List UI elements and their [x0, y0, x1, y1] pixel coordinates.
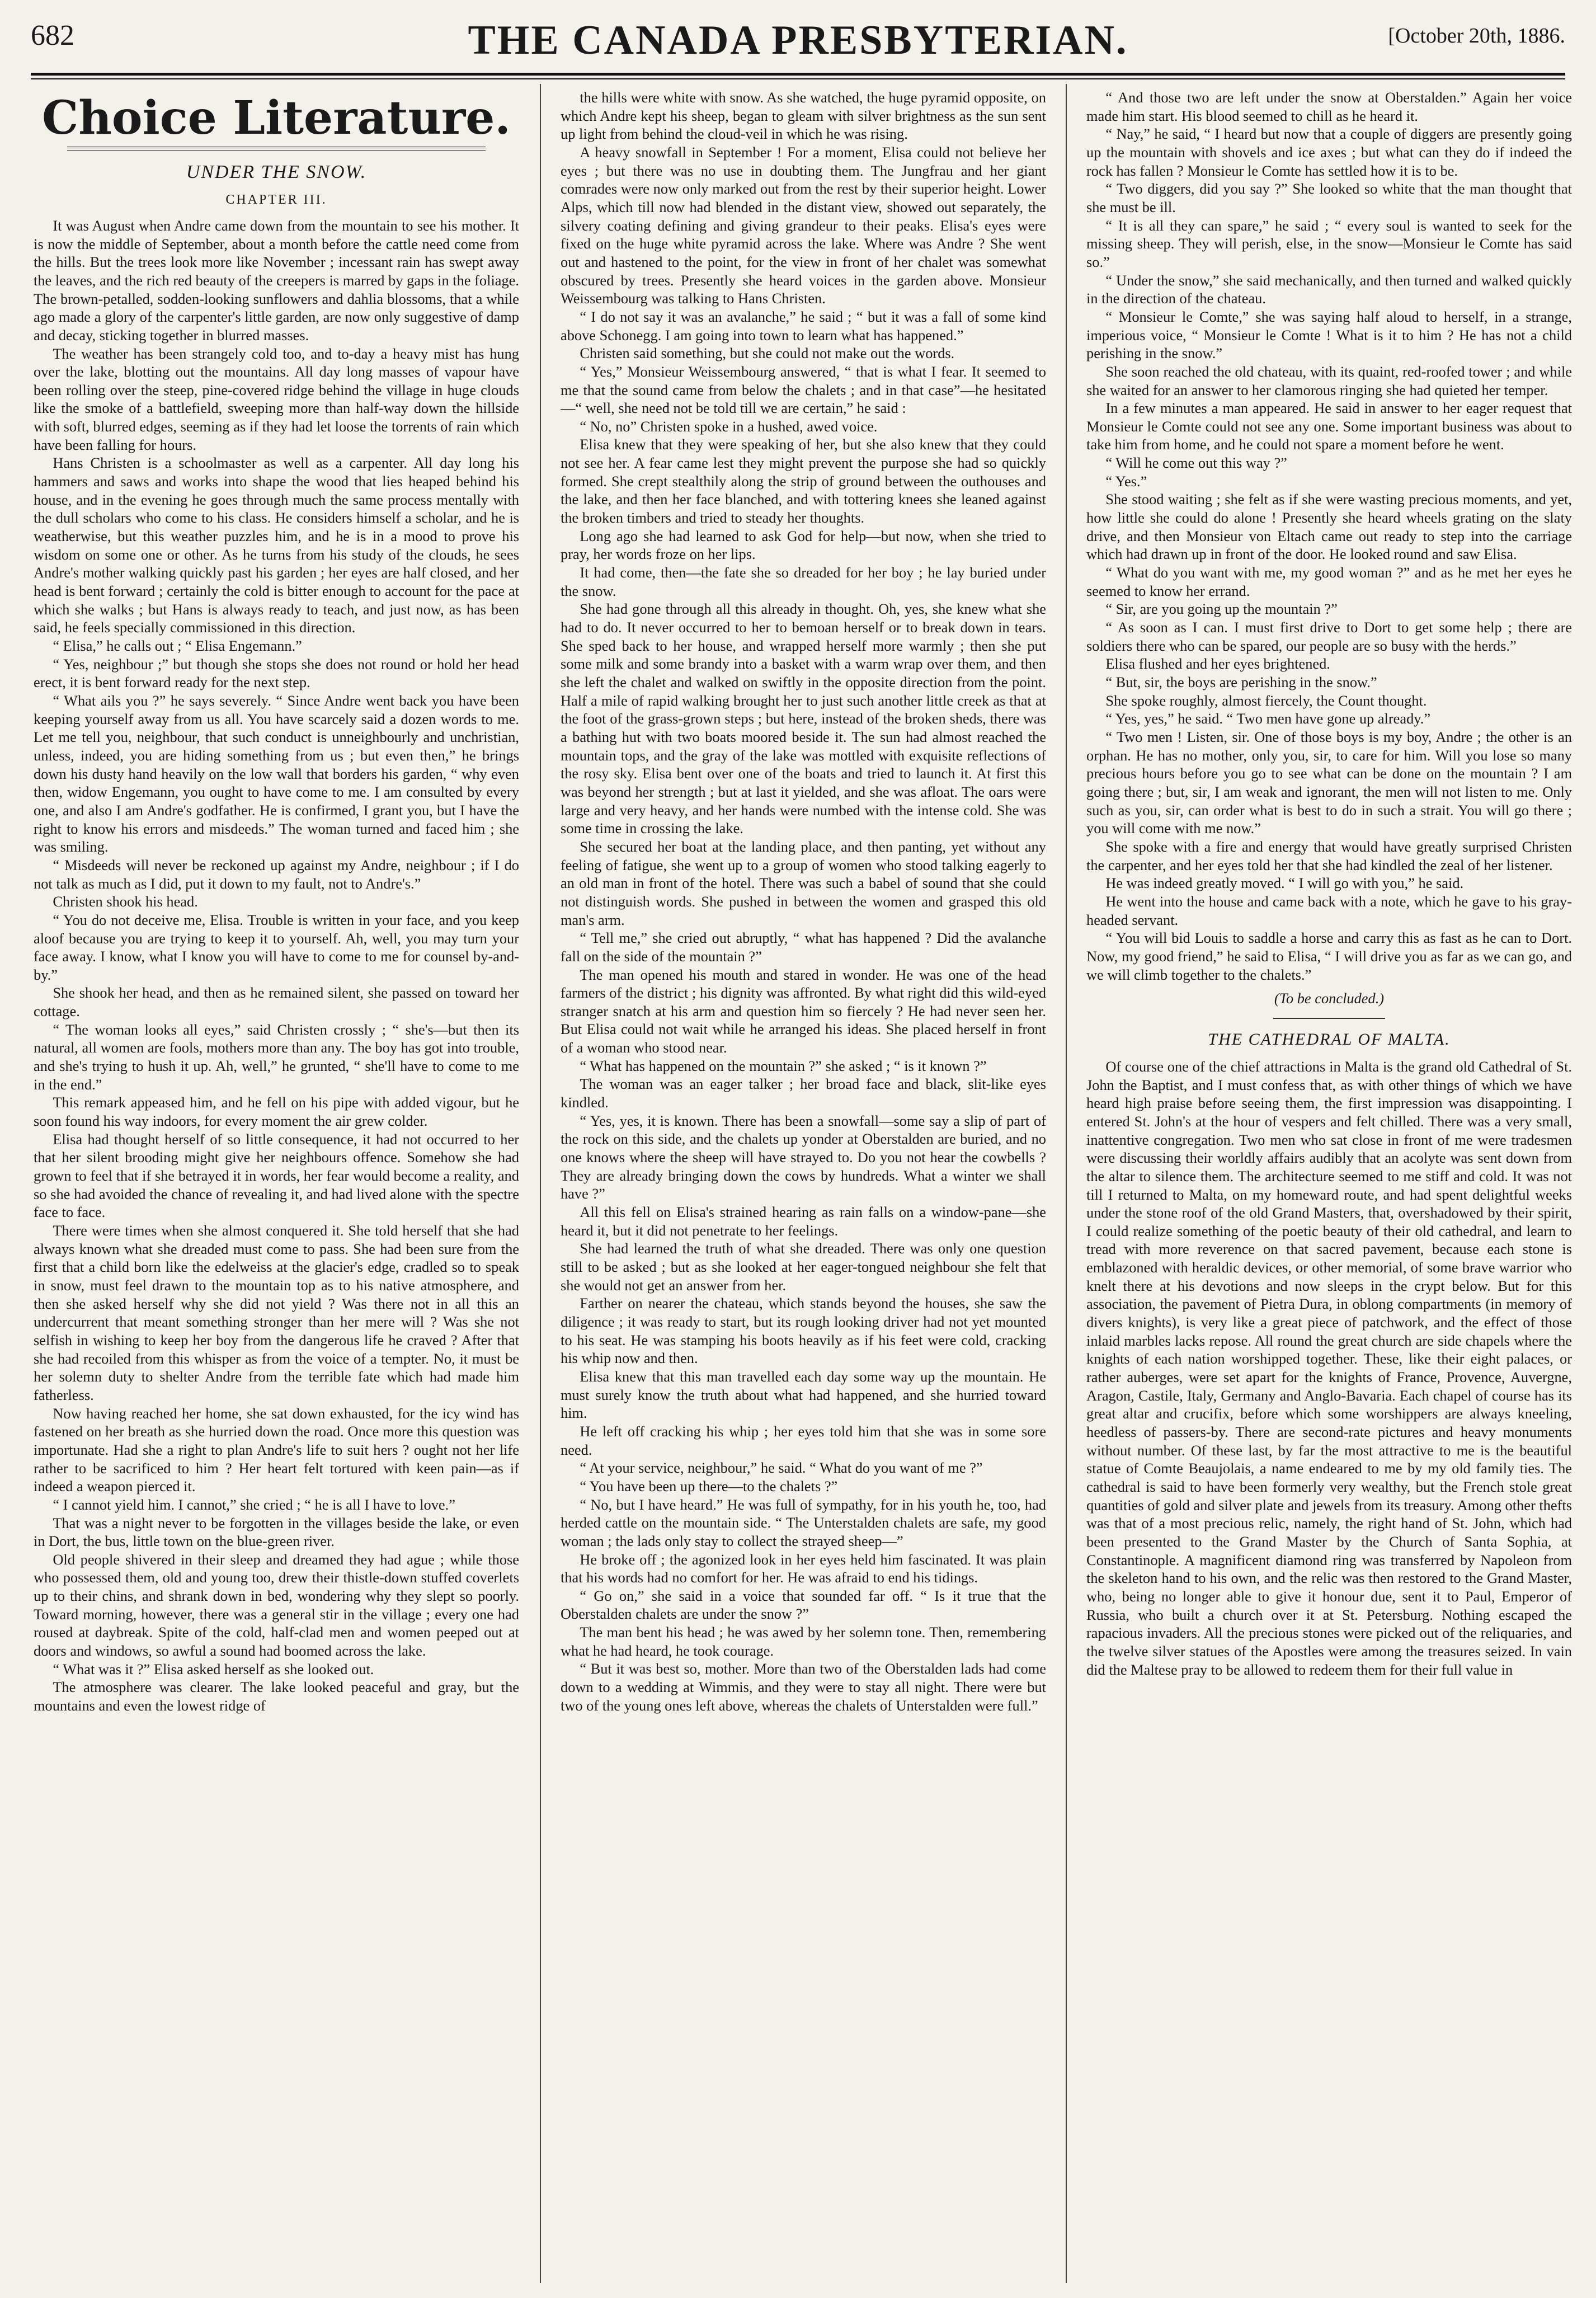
paragraph: She had learned the truth of what she dreaded. There was only one question still to be asked ; but as she looked at her eager-tongued neighbour she felt that she would not get an answer from her.	[561, 1240, 1046, 1294]
section-heading: Choice Literature.	[42, 91, 511, 145]
paragraph: “ At your service, neighbour,” he said. “ What do you want of me ?”	[580, 1459, 983, 1477]
paragraph: Now having reached her home, she sat down exhausted, for the icy wind has fastened on her breath as she hurried down the road. Once more this question was importunate. Had she a right to plan Andre's life to suit hers ? ought not her life rather to be sacrificed to him ? Her heart felt tortured with keen pain—as if indeed a weapon pierced it.	[34, 1404, 519, 1495]
paragraph: Elisa knew that they were speaking of her, but she also knew that they could not see her. A fear came lest they might prevent the purpose she had so quickly formed. She crept stealthily along the strip of ground between the outhouses and the lake, and then her face blanched, and with tottering knees she leaned against the broken timbers and tried to steady her thoughts.	[561, 436, 1046, 527]
paragraph: “ You have been up there—to the chalets ?”	[580, 1477, 838, 1495]
paragraph: “ Elisa,” he calls out ; “ Elisa Engemann.”	[53, 637, 302, 655]
column-3-essay-text	[1086, 1058, 1572, 1679]
paragraph: “ No, no” Christen spoke in a hushed, awed voice.	[580, 417, 878, 435]
paragraph: “ I do not say it was an avalanche,” he said ; “ but it was a fall of some kind above Schonegg. I am going into town to learn what has happened.”	[561, 308, 1046, 344]
paragraph: This remark appeased him, and he fell on his pipe with added vigour, but he soon found his way indoors, for every moment the air grew colder.	[34, 1094, 519, 1130]
paragraph: “ You do not deceive me, Elisa. Trouble is written in your face, and you keep aloof because you are trying to keep it to yourself. Ah, well, you may turn your face away. I know, what I know you will have to come to me for counsel by-and-by.”	[34, 911, 519, 983]
paragraph: A heavy snowfall in September ! For a moment, Elisa could not believe her eyes ; but there was no use in doubting them. The Jungfrau and her giant comrades were now only marked out from the rest by their superior height. Lower Alps, which till now had blended in the distant view, showed out separately, the silvery coating defining and giving grandeur to their peaks. Elisa's eyes were fixed on the huge white pyramid across the lake. Where was Andre ? She went out and hastened to the point, for the view in front of her chalet was somewhat obscured by trees. Presently she heard voices in the garden above. Monsieur Weissembourg was talking to Hans Christen.	[561, 143, 1046, 307]
paragraph: “ What ails you ?” he says severely. “ Since Andre went back you have been keeping yourself away from us all. You have scarcely said a dozen words to me. Let me tell you, neighbour, that such conduct is unneighbourly and unchristian, unless, indeed, you are hiding something from us ; but even then,” he brings down his dusty hand heavily on the low wall that borders his garden, “ why even then, widow Engemann, you ought to have come to me. I am consulted by every one, and also I am Andre's godfather. He is confirmed, I grant you, but I have the right to know his errors and misdeeds.” The woman turned and faced him ; she was smiling.	[34, 692, 519, 856]
paragraph: “ Misdeeds will never be reckoned up against my Andre, neighbour ; if I do not talk as much as I did, put it down to my fault, not to Andre's.”	[34, 856, 519, 892]
column-divider	[1066, 84, 1067, 2283]
paragraph: She soon reached the old chateau, with its quaint, red-roofed tower ; and while she waited for an answer to her clamorous ringing she had quieted her temper.	[1086, 363, 1572, 398]
paragraph: Hans Christen is a schoolmaster as well as a carpenter. All day long his hammers and saws and works into shape the wood that lies heaped behind his house, and in the evening he goes through much the same process mentally with the dull scholars who come to his class. He considers himself a scholar, and he is weatherwise, but this weather puzzles him, and he is in a mood to prove his wisdom on some one or other. As he turns from his study of the clouds, he sees Andre's mother walking quickly past his garden ; her eyes are half closed, and her head is bent forward ; certainly the cold is bitter enough to account for the pace at which she walks ; but Hans is always ready to teach, and just now, as has been said, he feels specially commissioned in this direction.	[34, 454, 519, 636]
masthead-rule	[31, 73, 1565, 79]
paragraph: It had come, then—the fate she so dreaded for her boy ; he lay buried under the snow.	[561, 564, 1046, 599]
paragraph: Farther on nearer the chateau, which stands beyond the houses, she saw the diligence ; it was ready to start, but its rough looking driver had not yet mounted to his seat. He was stamping his boots heavily as if his feet were cold, cracking his whip now and then.	[561, 1295, 1046, 1367]
paragraph: “ Yes.”	[1105, 472, 1147, 490]
page-number: 682	[31, 20, 74, 51]
column-1-text	[34, 217, 519, 1715]
paragraph: She shook her head, and then as he remained silent, she passed on toward her cottage.	[34, 984, 519, 1020]
paragraph: Christen shook his head.	[53, 893, 198, 910]
paragraph: “ I cannot yield him. I cannot,” she cried ; “ he is all I have to love.”	[53, 1496, 455, 1513]
paragraph: the hills were white with snow. As she watched, the huge pyramid opposite, on which Andre kept his sheep, began to gleam with silver brightness as the sun sent up light from behind the cloud-veil in which he was rising.	[561, 89, 1046, 143]
paragraph: “ Two men ! Listen, sir. One of those boys is my boy, Andre ; the other is an orphan. He has no mother, only you, sir, to care for him. Will you lose so many precious hours before you go to see what can be done on the mountain ? I am going there ; but, sir, I am weak and ignorant, the men will not listen to me. Only such as you, sir, can order what is best to do in such a strait. You will go there ; you will come with me now.”	[1086, 728, 1572, 837]
story-title: UNDER THE SNOW.	[186, 162, 367, 183]
paragraph: “ What has happened on the mountain ?” she asked ; “ is it known ?”	[580, 1057, 987, 1074]
paragraph: She stood waiting ; she felt as if she were wasting precious moments, and yet, how little she could do alone ! Presently she heard wheels grating on the slaty drive, and then Monsieur von Eltach came out ready to step into the carriage which had drawn up in front of the door. He looked round and saw Elisa.	[1086, 491, 1572, 563]
paragraph: Of course one of the chief attractions in Malta is the grand old Cathedral of St. John the Baptist, and I must confess that, as with other things of which we have heard high praise before seeing them, the first impression was disappointing. I entered St. John's at the hour of vespers and felt chilled. There was a very small, inattentive congregation. Two men who sat close in front of me were tradesmen were discussing their worldly affairs audibly that an acolyte was sent down from the altar to silence them. The architecture seemed to me stiff and cold. It was not till I returned to Malta, on my homeward route, and had spent delightful weeks under the stone roof of the old Grand Masters, that, overshadowed by their spirit, I could realize something of the poetic beauty of their old cathedral, and learn to tread with more reverence on that sacred pavement, because each stone is emblazoned with heraldic devices, or other memorial, of some brave warrior who knelt there at his devotions and now sleeps in the crypt below. But for this association, the pavement of Pietra Dura, in oblong compartments (in memory of divers knights), is very like a great piece of patchwork, and the effect of those inlaid marbles lacks repose. All round the great church are side chapels where the knights of each nation worshipped together. These, like their eight palaces, or rather auberges, were set apart for the knights of France, Provence, Auvergne, Aragon, Castile, Italy, Germany and Anglo-Bavaria. Each chapel of course has its great altar and crucifix, before which some worshippers are always kneeling, heedless of passers-by. There are second-rate pictures and heavy monuments without number. Of these last, by far the most attractive to me is the beautiful statue of Comte Beaujolais, a name endeared to me by my old family ties. The cathedral is said to have been formerly very wealthy, but the French stole great quantities of gold and silver plate and jewels from its treasury. Among other thefts was that of a most precious relic, namely, the right hand of St. John, which had been presented to the Grand Master by the Church of Santa Sophia, at Constantinople. A magnificent diamond ring was transferred by Napoleon from the skeleton hand to his own, and the relic was then restored to the Grand Master, who, being no longer able to give it honour due, sent it to Paul, Emperor of Russia, who built a church over it at St. Petersburg. Nothing escaped the rapacious invaders. All the precious stones were picked out of the reliquaries, and the twelve silver statues of the Apostles were among the treasures seized. In vain did the Maltese pray to be allowed to redeem them for their full value in	[1086, 1058, 1572, 1678]
heading-rule	[67, 147, 486, 151]
essay-title: THE CATHEDRAL OF MALTA.	[1208, 1030, 1451, 1049]
paragraph: “ But, sir, the boys are perishing in the snow.”	[1105, 674, 1377, 690]
masthead	[31, 17, 1565, 67]
paragraph: It was August when Andre came down from the mountain to see his mother. It is now the middle of September, about a month before the cattle need come from the hills. But the trees look more like November ; incessant rain has swept away the leaves, and the rich red beauty of the creepers is marred by gaps in the foliage. The brown-petalled, sodden-looking sunflowers and dahlia blossoms, that a while ago made a glory of the carpenter's little garden, are now only suggestive of damp and decay, sticking together in blurred masses.	[34, 217, 519, 344]
paragraph: She had gone through all this already in thought. Oh, yes, she knew what she had to do. It never occurred to her to bemoan herself or to break down in tears. She sped back to her house, and wrapped herself more warmly ; then she put some milk and some brandy into a basket with a warm wrap over them, and then she left the chalet and walked on swiftly in the opposite direction from the point. Half a mile of rapid walking brought her to just such another little creek as that at the foot of the grass-grown steps ; but here, instead of the broken sheds, there was a bathing hut with two boats moored beside it. The sun had almost reached the mountain tops, and the gray of the lake was mottled with exquisite reflections of the rosy sky. Elisa bent over one of the boats and tried to launch it. At first this was beyond her strength ; but at last it yielded, and she was afloat. The oars were large and very heavy, and her hands were numbed with the intense cold. She was some time in crossing the lake.	[561, 600, 1046, 837]
newspaper-title: THE CANADA PRESBYTERIAN.	[468, 17, 1128, 63]
column-3	[1086, 88, 1572, 2282]
paragraph: There were times when she almost conquered it. She told herself that she had always known what she dreaded must come to pass. She had been sure from the first that a child born like the edelweiss at the glacier's edge, cradled so to speak in snow, must feel drawn to the mountain top as to his native atmosphere, and then she asked herself why she did not yield ? Was there not in all this an undercurrent that meant something stronger than her mere will ? Was she not selfish in wishing to keep her boy from the dangerous life he craved ? After that she had recoiled from this whisper as from the voice of a tempter. No, it must be her solemn duty to shelter Andre from the terrible fate which had made him fatherless.	[34, 1222, 519, 1403]
paragraph: The man opened his mouth and stared in wonder. He was one of the head farmers of the district ; his dignity was affronted. By what right did this wild-eyed stranger snatch at his arm and question him so fiercely ? He had never seen her. But Elisa could not wait while he arranged his ideas. She placed herself in front of a woman who stood near.	[561, 966, 1046, 1056]
paragraph: “ What do you want with me, my good woman ?” and as he met her eyes he seemed to know her errand.	[1086, 564, 1572, 599]
paragraph: Elisa knew that this man travelled each day some way up the mountain. He must surely know the truth about what had happened, and she hurried toward him.	[561, 1367, 1046, 1422]
paragraph: “ And those two are left under the snow at Oberstalden.” Again her voice made him start. His blood seemed to chill as he heard it.	[1086, 89, 1572, 124]
column-divider	[540, 84, 541, 2283]
paragraph: He went into the house and came back with a note, which he gave to his gray-headed servant.	[1086, 892, 1572, 928]
paragraph: “ You will bid Louis to saddle a horse and carry this as fast as he can to Dort. Now, my good friend,” he said to Elisa, “ I will drive you as far as we can go, and we will climb together to the chalets.”	[1086, 929, 1572, 983]
column-3-story-text	[1086, 88, 1572, 984]
paragraph: She spoke roughly, almost fiercely, the Count thought.	[1105, 692, 1427, 709]
paragraph: “ Nay,” he said, “ I heard but now that a couple of diggers are presently going up the mountain with shovels and ice axes ; but what can they do if indeed the rock has fallen ? Monsieur le Comte has settled how it is to be.	[1086, 125, 1572, 179]
paragraph: “ Yes, yes, it is known. There has been a snowfall—some say a slip of part of the rock on this side, and the chalets up yonder at Oberstalden are buried, and no one knows where the sheep will have strayed to. Do you not hear the cowbells ? They are already bringing down the cows by hundreds. What a winter we shall have ?”	[561, 1112, 1046, 1202]
paragraph: “ Under the snow,” she said mechanically, and then turned and walked quickly in the direction of the chateau.	[1086, 271, 1572, 307]
paragraph: “ Sir, are you going up the mountain ?”	[1105, 600, 1338, 618]
column-1	[34, 88, 519, 2282]
paragraph: “ Tell me,” she cried out abruptly, “ what has happened ? Did the avalanche fall on the side of the mountain ?”	[561, 929, 1046, 965]
paragraph: He left off cracking his whip ; her eyes told him that she was in some sore need.	[561, 1422, 1046, 1458]
paragraph: “ But it was best so, mother. More than two of the Oberstalden lads had come down to a wedding at Wimmis, and they were to stay all night. There were but two of the young ones left above, whereas the chalets of Unterstalden were full.”	[561, 1660, 1046, 1714]
paragraph: “ Yes,” Monsieur Weissembourg answered, “ that is what I fear. It seemed to me that the sound came from below the chalets ; and in that case”—he hesitated—“ well, she need not be told till we are certain,” he said :	[561, 363, 1046, 417]
column-2-text	[561, 88, 1046, 1714]
paragraph: “ No, but I have heard.” He was full of sympathy, for in his youth he, too, had herded cattle on the mountain side. “ The Unterstalden chalets are safe, my good woman ; the lads only stay to collect the strayed sheep—”	[561, 1496, 1046, 1549]
paragraph: “ It is all they can spare,” he said ; “ every soul is wanted to seek for the missing sheep. They will perish, else, in the snow—Monsieur le Comte has said so.”	[1086, 217, 1572, 270]
paragraph: Elisa flushed and her eyes brightened.	[1105, 655, 1330, 673]
paragraph: He was indeed greatly moved. “ I will go with you,” he said.	[1105, 875, 1464, 892]
paragraph: “ Will he come out this way ?”	[1105, 454, 1287, 472]
paragraph: The woman was an eager talker ; her broad face and black, slit-like eyes kindled.	[561, 1075, 1046, 1111]
paragraph: “ As soon as I can. I must first drive to Dort to get some help ; there are soldiers there who can be spared, our people are so busy with the herds.”	[1086, 619, 1572, 654]
paragraph: “ Yes, neighbour ;” but though she stops she does not round or hold her head erect, it is bent forward ready for the next step.	[34, 655, 519, 691]
paragraph: She spoke with a fire and energy that would have greatly surprised Christen the carpenter, and her eyes told her that she had kindled the zeal of her listener.	[1086, 838, 1572, 873]
paragraph: “ Two diggers, did you say ?” She looked so white that the man thought that she must be ill.	[1086, 180, 1572, 215]
paragraph: The atmosphere was clearer. The lake looked peaceful and gray, but the mountains and even the lowest ridge of	[34, 1679, 519, 1714]
chapter-heading: CHAPTER III.	[225, 192, 327, 208]
paragraph: “ Yes, yes,” he said. “ Two men have gone up already.”	[1105, 710, 1431, 727]
paragraph: All this fell on Elisa's strained hearing as rain falls on a window-pane—she heard it, but it did not penetrate to her feelings.	[561, 1204, 1046, 1239]
paragraph: In a few minutes a man appeared. He said in answer to her eager request that Monsieur le Comte could not see any one. Some important business was about to take him from home, and he could not spare a moment before he went.	[1086, 400, 1572, 453]
to-be-concluded: (To be concluded.)	[1274, 990, 1385, 1007]
paragraph: Christen said something, but she could not make out the words.	[580, 345, 955, 362]
paragraph: Elisa had thought herself of so little consequence, it had not occurred to her that her silent brooding might give her neighbours offence. Somehow she had grown to feel that if she betrayed it in words, her fear would become a reality, and so she had avoided the chance of revealing it, and had lived alone with the spectre face to face.	[34, 1130, 519, 1221]
paragraph: The man bent his head ; he was awed by her solemn tone. Then, remembering what he had heard, he took courage.	[561, 1624, 1046, 1659]
paragraph: The weather has been strangely cold too, and to-day a heavy mist has hung over the lake, blotting out the mountains. All day long masses of vapour have been rolling over the steep, pine-covered ridge behind the village in huge clouds like the smoke of a battlefield, sweeping more than half-way down the hillside with soft, blurred edges, seeming as if they had let loose the torrents of rain which have been falling for hours.	[34, 345, 519, 453]
column-2	[561, 88, 1046, 2282]
paragraph: “ The woman looks all eyes,” said Christen crossly ; “ she's—but then its natural, all women are fools, mothers more than any. The boy has got into trouble, and she's trying to hush it up. Ah, well,” he grunted, “ she'll have to come to me in the end.”	[34, 1021, 519, 1093]
paragraph: He broke off ; the agonized look in her eyes held him fascinated. It was plain that his words had no comfort for her. He was afraid to end his tidings.	[561, 1550, 1046, 1586]
paragraph: “ Monsieur le Comte,” she was saying half aloud to herself, in a strange, imperious voice, “ Monsieur le Comte ! What is it to him ? He has not a child perishing in the snow.”	[1086, 308, 1572, 362]
article-separator	[1273, 1018, 1385, 1019]
issue-date: [October 20th, 1886.	[1388, 24, 1565, 48]
paragraph: “ What was it ?” Elisa asked herself as she looked out.	[53, 1660, 374, 1677]
paragraph: “ Go on,” she said in a voice that sounded far off. “ Is it true that the Oberstalden chalets are under the snow ?”	[561, 1587, 1046, 1623]
paragraph: Long ago she had learned to ask God for help—but now, when she tried to pray, her words froze on her lips.	[561, 527, 1046, 563]
paragraph: Old people shivered in their sleep and dreamed they had ague ; while those who possessed them, old and young too, drew their thistle-down stuffed coverlets up to their chins, and shrank down in bed, wondering why they slept so poorly. Toward morning, however, there was a general stir in the village ; every one had roused at daybreak. Spite of the cold, half-clad men and women peeped out at doors and windows, so awful a sound had boomed across the lake.	[34, 1550, 519, 1660]
paragraph: That was a night never to be forgotten in the villages beside the lake, or even in Dort, the bus, little town on the blue-green river.	[34, 1514, 519, 1550]
paragraph: She secured her boat at the landing place, and then panting, yet without any feeling of fatigue, she went up to a group of women who stood talking eagerly to an old man in front of the hotel. There was such a babel of sound that she could not distinguish words. She pushed in between the women and grasped this old man's arm.	[561, 838, 1046, 928]
